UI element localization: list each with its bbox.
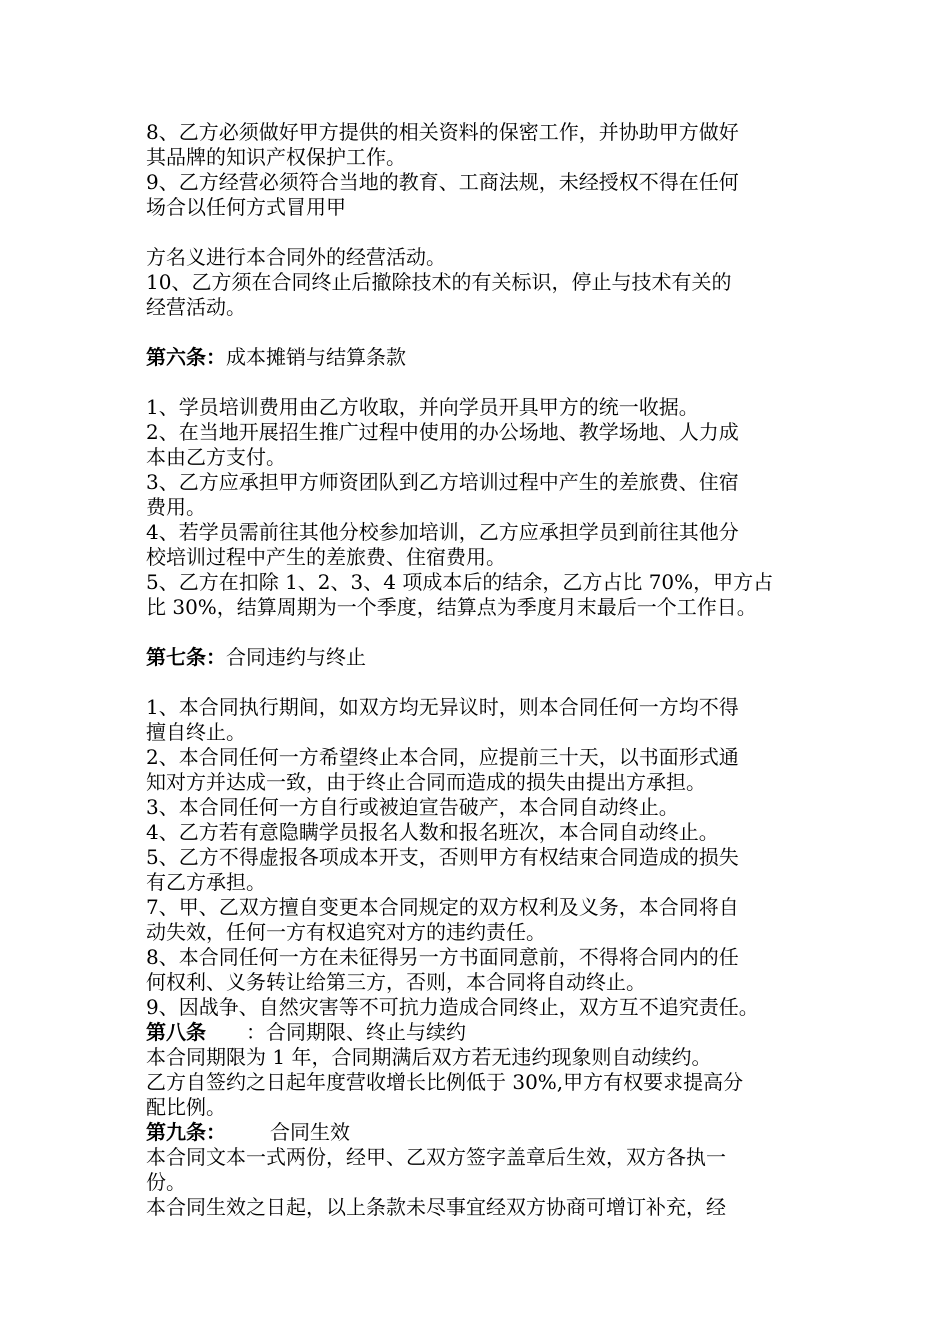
clause-line: 有乙方承担。: [146, 870, 266, 894]
clause-line: 乙方自签约之日起年度营收增长比例低于 30%,甲方有权要求提高分: [146, 1070, 744, 1094]
clause-line: 5、乙方不得虚报各项成本开支，否则甲方有权结束合同造成的损失: [146, 845, 739, 869]
clause-line: 本合同生效之日起，以上条款未尽事宜经双方协商可增订补充，经: [146, 1195, 726, 1219]
section-9-body: [146, 1145, 816, 1220]
clause-line: 擅自终止。: [146, 720, 246, 744]
clause-line: 其品牌的知识产权保护工作。: [146, 145, 406, 169]
clause-line: 3、本合同任何一方自行或被迫宣告破产，本合同自动终止。: [146, 795, 679, 819]
clause-line: 场合以任何方式冒用甲: [146, 195, 346, 219]
spacer: [146, 320, 816, 345]
clause-line: 本合同期限为 1 年，合同期满后双方若无违约现象则自动续约。: [146, 1045, 712, 1069]
section-8-heading: [146, 1020, 816, 1045]
spacer: [146, 620, 816, 645]
section-6-body: [146, 395, 816, 620]
clause-line: 2、在当地开展招生推广过程中使用的办公场地、教学场地、人力成: [146, 420, 739, 444]
section-title: 合同违约与终止: [226, 645, 366, 669]
clause-line: 4、若学员需前往其他分校参加培训，乙方应承担学员到前往其他分: [146, 520, 739, 544]
section-7-heading: [146, 645, 816, 670]
clause-line: 9、乙方经营必须符合当地的教育、工商法规，未经授权不得在任何: [146, 170, 739, 194]
clause-line: 3、乙方应承担甲方师资团队到乙方培训过程中产生的差旅费、住宿: [146, 470, 739, 494]
section-title: ：合同期限、终止与续约: [246, 1020, 466, 1044]
clause-list-continued-2: [146, 245, 816, 320]
clause-line: 比 30%，结算周期为一个季度，结算点为季度月末最后一个工作日。: [146, 595, 757, 619]
clause-line: 1、本合同执行期间，如双方均无异议时，则本合同任何一方均不得: [146, 695, 739, 719]
clause-list-continued: [146, 120, 816, 220]
clause-line: 2、本合同任何一方希望终止本合同，应提前三十天，以书面形式通: [146, 745, 739, 769]
clause-line: 8、本合同任何一方在未征得另一方书面同意前，不得将合同内的任: [146, 945, 739, 969]
spacer: [146, 670, 816, 695]
document-page: [146, 120, 816, 1220]
section-title: 成本摊销与结算条款: [226, 345, 406, 369]
clause-line: 校培训过程中产生的差旅费、住宿费用。: [146, 545, 506, 569]
section-number: 第八条: [146, 1020, 206, 1044]
clause-line: 1、学员培训费用由乙方收取，并向学员开具甲方的统一收据。: [146, 395, 699, 419]
section-number: 第七条：: [146, 645, 226, 669]
spacer: [146, 220, 816, 245]
section-title: 合同生效: [270, 1120, 350, 1144]
clause-line: 份。: [146, 1170, 186, 1194]
spacer: [146, 370, 816, 395]
section-7-body: [146, 695, 816, 1020]
section-8-body: [146, 1045, 816, 1120]
clause-line: 何权利、义务转让给第三方，否则，本合同将自动终止。: [146, 970, 646, 994]
clause-line: 4、乙方若有意隐瞒学员报名人数和报名班次，本合同自动终止。: [146, 820, 719, 844]
clause-line: 动失效，任何一方有权追究对方的违约责任。: [146, 920, 546, 944]
clause-line: 知对方并达成一致，由于终止合同而造成的损失由提出方承担。: [146, 770, 706, 794]
clause-line: 8、乙方必须做好甲方提供的相关资料的保密工作，并协助甲方做好: [146, 120, 739, 144]
section-number: 第九条：: [146, 1120, 226, 1144]
section-number: 第六条：: [146, 345, 226, 369]
section-6-heading: [146, 345, 816, 370]
section-9-heading: [146, 1120, 816, 1145]
clause-line: 经营活动。: [146, 295, 246, 319]
clause-line: 配比例。: [146, 1095, 226, 1119]
clause-line: 9、因战争、自然灾害等不可抗力造成合同终止，双方互不追究责任。: [146, 995, 759, 1019]
clause-line: 费用。: [146, 495, 206, 519]
clause-line: 10、乙方须在合同终止后撤除技术的有关标识，停止与技术有关的: [146, 270, 732, 294]
clause-line: 本由乙方支付。: [146, 445, 286, 469]
clause-line: 方名义进行本合同外的经营活动。: [146, 245, 446, 269]
clause-line: 7、甲、乙双方擅自变更本合同规定的双方权利及义务，本合同将自: [146, 895, 739, 919]
clause-line: 本合同文本一式两份，经甲、乙双方签字盖章后生效，双方各执一: [146, 1145, 726, 1169]
clause-line: 5、乙方在扣除 1、2、3、4 项成本后的结余，乙方占比 70%，甲方占: [146, 570, 774, 594]
